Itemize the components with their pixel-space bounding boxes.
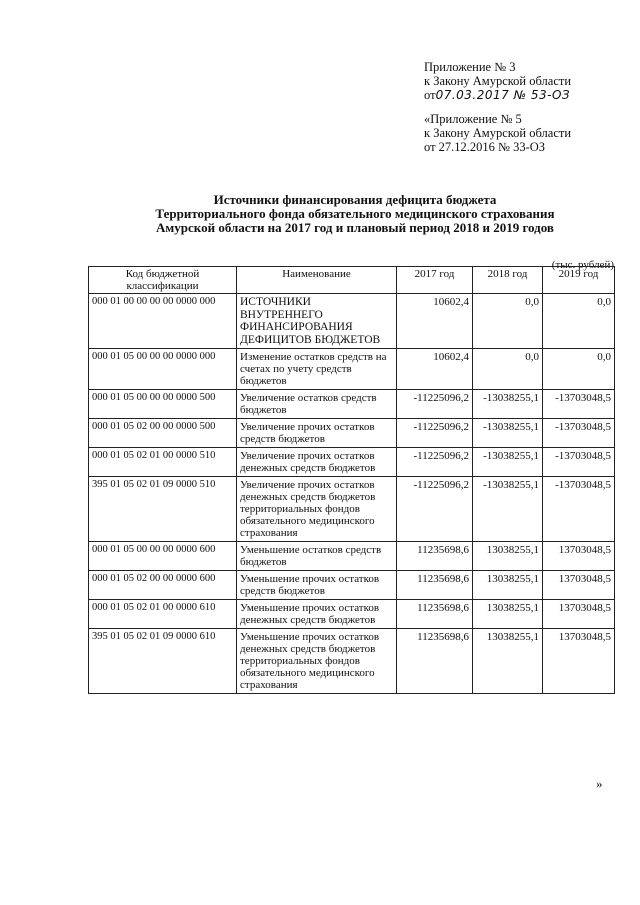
- row-code: 000 01 05 02 00 00 0000 500: [89, 419, 237, 448]
- row-value-2017: -11225096,2: [397, 390, 473, 419]
- title-line-3: Амурской области на 2017 год и плановый период 2018 и 2019 годов: [156, 220, 554, 235]
- title-line-1: Источники финансирования дефицита бюджета: [213, 192, 497, 207]
- table-row: [89, 477, 615, 542]
- table-row: [89, 294, 615, 349]
- row-value-2017: -11225096,2: [397, 448, 473, 477]
- row-name: ИСТОЧНИКИ ВНУТРЕННЕГО ФИНАНСИРОВАНИЯ ДЕФИЦИТОВ БЮДЖЕТОВ: [237, 294, 397, 349]
- row-value-2018: 13038255,1: [473, 571, 543, 600]
- header-2018: 2018 год: [473, 267, 543, 294]
- row-value-2017: 11235698,6: [397, 542, 473, 571]
- row-value-2018: 13038255,1: [473, 542, 543, 571]
- row-value-2019: -13703048,5: [543, 448, 615, 477]
- table-header-row: [89, 267, 615, 294]
- row-value-2017: -11225096,2: [397, 419, 473, 448]
- row-code: 000 01 05 02 01 00 0000 610: [89, 600, 237, 629]
- row-value-2018: -13038255,1: [473, 477, 543, 542]
- row-code: 000 01 00 00 00 00 0000 000: [89, 294, 237, 349]
- row-value-2019: -13703048,5: [543, 390, 615, 419]
- appendix-3-handwritten-date: 07.03.2017 № 53-ОЗ: [435, 88, 571, 102]
- row-value-2017: 10602,4: [397, 349, 473, 390]
- appendix-3-date: [424, 88, 571, 102]
- header-name: Наименование: [237, 267, 397, 294]
- table-row: [89, 571, 615, 600]
- row-name: Увеличение прочих остатков денежных средств бюджетов: [237, 448, 397, 477]
- row-name: Уменьшение прочих остатков средств бюджетов: [237, 571, 397, 600]
- row-name: Уменьшение прочих остатков денежных средств бюджетов: [237, 600, 397, 629]
- row-value-2018: 13038255,1: [473, 629, 543, 694]
- row-value-2018: 0,0: [473, 349, 543, 390]
- row-value-2019: -13703048,5: [543, 419, 615, 448]
- row-name: Увеличение прочих остатков денежных средств бюджетов территориальных фондов обязательного медицинского страхования: [237, 477, 397, 542]
- row-code: 395 01 05 02 01 09 0000 610: [89, 629, 237, 694]
- table-row: [89, 448, 615, 477]
- row-value-2017: 11235698,6: [397, 571, 473, 600]
- row-value-2019: 0,0: [543, 349, 615, 390]
- row-name: Изменение остатков средств на счетах по учету средств бюджетов: [237, 349, 397, 390]
- header-2019: 2019 год: [543, 267, 615, 294]
- row-value-2019: -13703048,5: [543, 477, 615, 542]
- appendix-3-date-prefix: от: [424, 88, 436, 102]
- row-code: 000 01 05 02 01 00 0000 510: [89, 448, 237, 477]
- row-name: Уменьшение прочих остатков денежных средств бюджетов территориальных фондов обязательного медицинского страхования: [237, 629, 397, 694]
- row-value-2019: 13703048,5: [543, 571, 615, 600]
- row-code: 000 01 05 00 00 00 0000 600: [89, 542, 237, 571]
- appendix-3-law: к Закону Амурской области: [424, 74, 572, 88]
- header-2017: 2017 год: [397, 267, 473, 294]
- table-row: [89, 419, 615, 448]
- row-value-2017: -11225096,2: [397, 477, 473, 542]
- row-value-2019: 13703048,5: [543, 542, 615, 571]
- row-value-2018: -13038255,1: [473, 419, 543, 448]
- row-value-2018: -13038255,1: [473, 448, 543, 477]
- closing-quote-mark: »: [596, 776, 603, 791]
- document-title: [120, 193, 590, 235]
- row-code: 395 01 05 02 01 09 0000 510: [89, 477, 237, 542]
- table-row: [89, 629, 615, 694]
- row-value-2018: 13038255,1: [473, 600, 543, 629]
- row-value-2019: 13703048,5: [543, 629, 615, 694]
- header-code: Код бюджетной классификации: [89, 267, 237, 294]
- title-line-2: Территориального фонда обязательного медицинского страхования: [155, 206, 555, 221]
- row-value-2017: 11235698,6: [397, 600, 473, 629]
- appendix-3-block: [424, 60, 571, 102]
- row-code: 000 01 05 00 00 00 0000 000: [89, 349, 237, 390]
- appendix-3-title: Приложение № 3: [424, 60, 516, 74]
- appendix-5-date: от 27.12.2016 № 33-ОЗ: [424, 140, 546, 154]
- row-value-2018: -13038255,1: [473, 390, 543, 419]
- appendix-5-block: [424, 112, 571, 154]
- row-value-2017: 10602,4: [397, 294, 473, 349]
- row-value-2018: 0,0: [473, 294, 543, 349]
- appendix-5-title: «Приложение № 5: [424, 112, 522, 126]
- row-name: Увеличение прочих остатков средств бюджетов: [237, 419, 397, 448]
- row-name: Уменьшение остатков средств бюджетов: [237, 542, 397, 571]
- table-row: [89, 600, 615, 629]
- appendix-5-law: к Закону Амурской области: [424, 126, 572, 140]
- row-value-2017: 11235698,6: [397, 629, 473, 694]
- row-code: 000 01 05 00 00 00 0000 500: [89, 390, 237, 419]
- table-row: [89, 390, 615, 419]
- table-row: [89, 542, 615, 571]
- budget-table: [88, 266, 615, 694]
- row-code: 000 01 05 02 00 00 0000 600: [89, 571, 237, 600]
- row-value-2019: 0,0: [543, 294, 615, 349]
- table-row: [89, 349, 615, 390]
- row-value-2019: 13703048,5: [543, 600, 615, 629]
- row-name: Увеличение остатков средств бюджетов: [237, 390, 397, 419]
- units-label: (тыс. рублей): [551, 259, 614, 271]
